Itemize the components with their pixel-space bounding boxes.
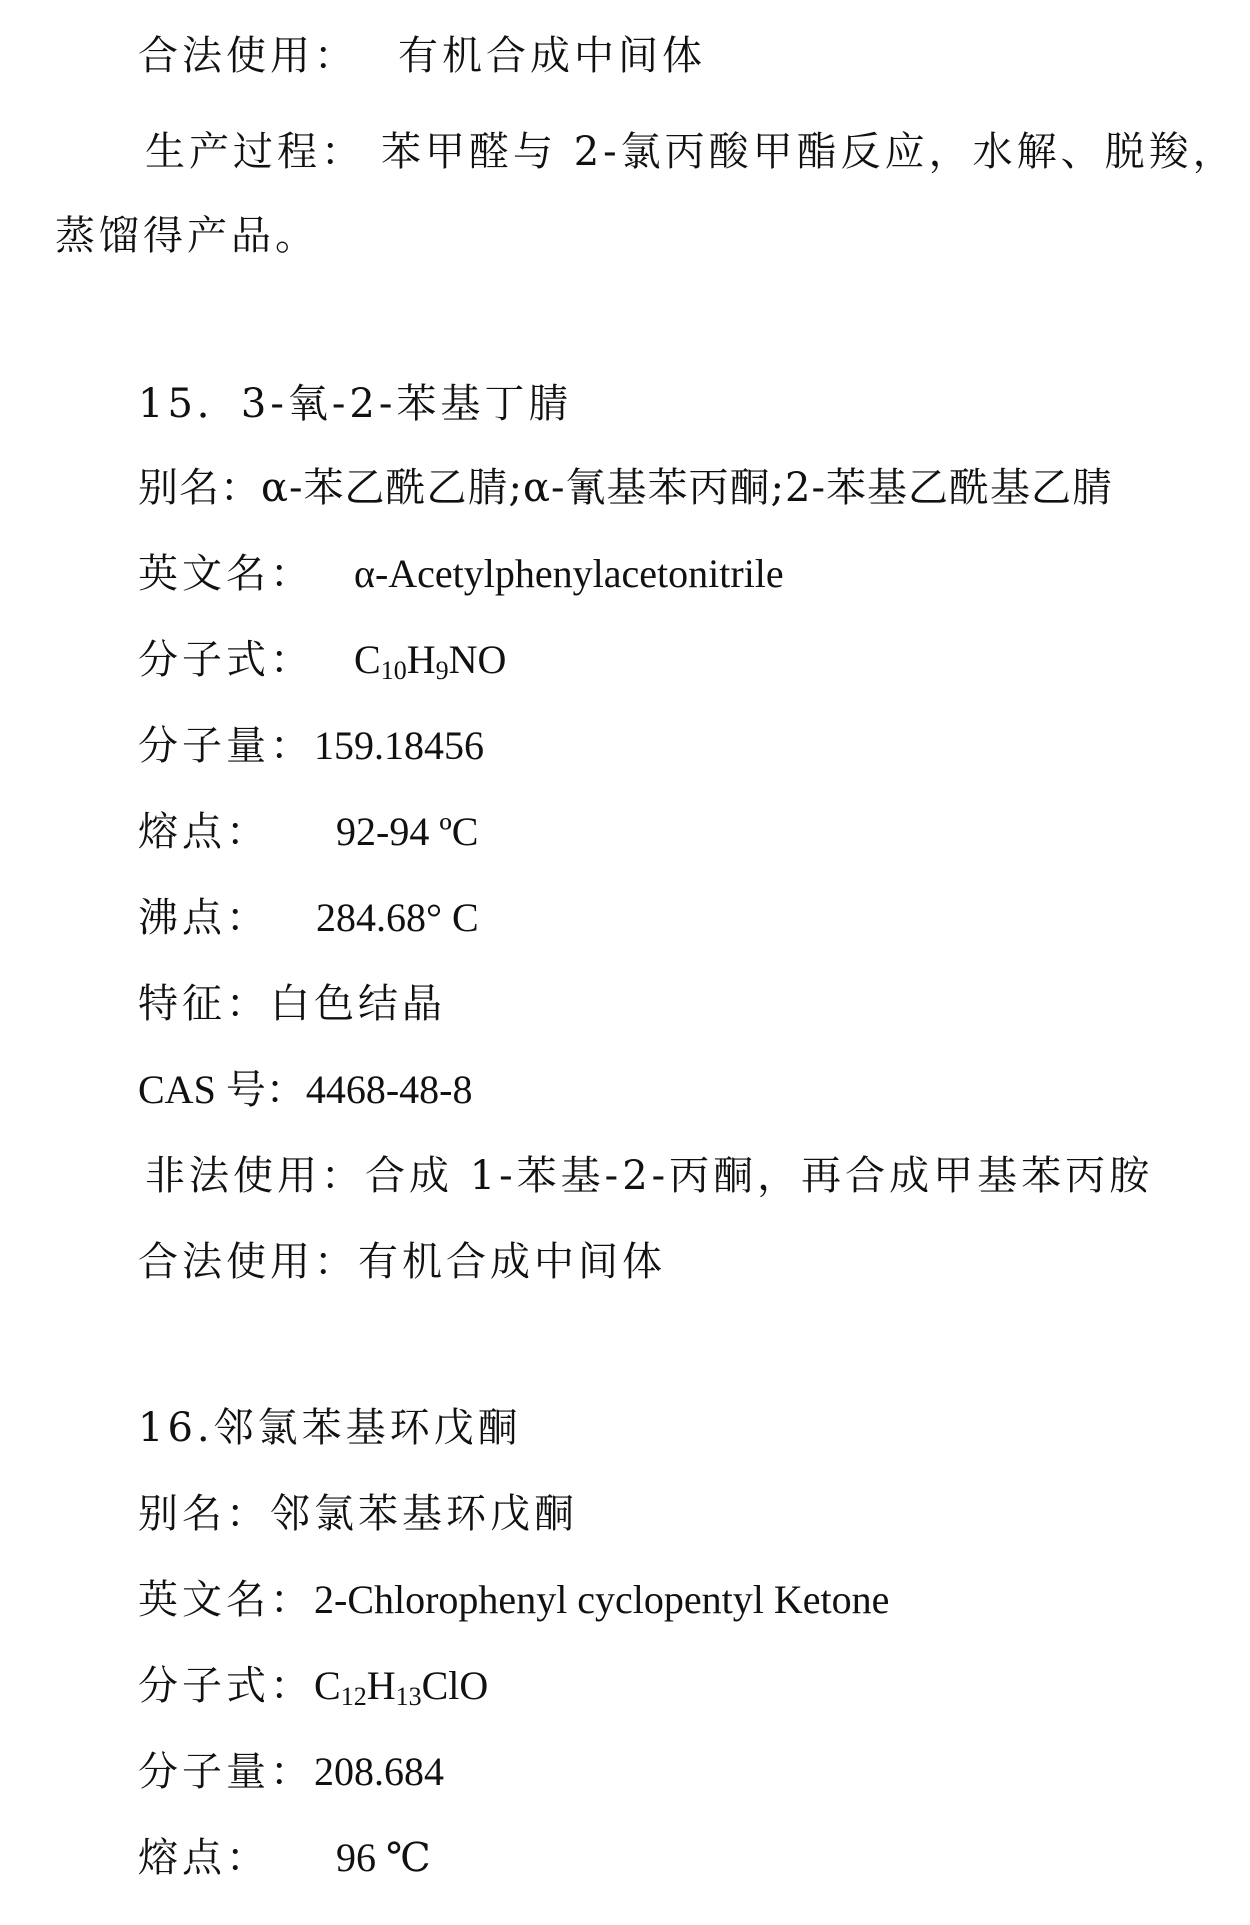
entry16-english-name-line	[138, 1576, 889, 1624]
field-label: 别名：	[138, 1491, 270, 1537]
entry16-melting-point-line	[138, 1834, 431, 1882]
prev-legal-use-line	[138, 32, 706, 80]
entry15-melting-point-line	[138, 808, 478, 856]
entry15-cas-line	[138, 1066, 472, 1114]
formula-subscript: 13	[395, 1682, 422, 1711]
formula-part: ClO	[421, 1663, 489, 1708]
entry15-feature-line	[138, 980, 446, 1028]
field-label: 别名：	[138, 465, 261, 511]
molecular-formula	[354, 636, 506, 684]
entry16-formula-line	[138, 1662, 488, 1710]
formula-subscript: 9	[435, 656, 449, 685]
field-label: 分子式：	[138, 637, 314, 683]
entry-heading: 15．3-氧-2-苯基丁腈	[138, 381, 573, 427]
entry15-boiling-point-line	[138, 894, 479, 942]
entry16-alias-line	[138, 1490, 578, 1538]
entry15-illegal-use-line	[145, 1152, 1153, 1200]
entry15-legal-use-line	[138, 1238, 666, 1286]
field-label: 熔点：	[138, 1835, 270, 1881]
field-value: 有机合成中间体	[358, 1239, 666, 1285]
entry16-mol-weight-line	[138, 1748, 444, 1796]
field-value: 苯甲醛与 2-氯丙酸甲酯反应，水解、脱羧，	[381, 129, 1237, 175]
formula-subscript: 12	[340, 1682, 367, 1711]
field-value: 159.18456	[314, 723, 484, 768]
formula-part: C	[314, 1663, 341, 1708]
field-value: 2-Chlorophenyl cyclopentyl Ketone	[314, 1577, 890, 1622]
formula-part: NO	[448, 637, 507, 682]
entry15-heading	[138, 380, 572, 428]
field-value: 有机合成中间体	[398, 33, 706, 79]
entry-heading: 16.邻氯苯基环戊酮	[138, 1405, 522, 1451]
field-label: 生产过程：	[145, 129, 365, 175]
field-label: CAS 号：	[138, 1067, 306, 1112]
field-value: α-Acetylphenylacetonitrile	[354, 551, 784, 596]
field-label: 分子式：	[138, 1663, 314, 1709]
prev-production-line	[145, 128, 1237, 176]
field-label: 特征：	[138, 981, 270, 1027]
formula-part: H	[366, 1663, 396, 1708]
field-value: 邻氯苯基环戊酮	[270, 1491, 578, 1537]
formula-part: H	[406, 637, 436, 682]
field-label: 熔点：	[138, 809, 270, 855]
entry15-english-name-line	[138, 550, 784, 598]
entry15-mol-weight-line	[138, 722, 484, 770]
field-label: 分子量：	[138, 723, 314, 769]
entry15-formula-line	[138, 636, 506, 684]
field-label: 沸点：	[138, 895, 270, 941]
prev-production-line-2	[55, 212, 319, 260]
field-value: 合成 1-苯基-2-丙酮，再合成甲基苯丙胺	[365, 1153, 1154, 1199]
molecular-formula	[314, 1662, 488, 1710]
field-label: 合法使用：	[138, 1239, 358, 1285]
field-value: 208.684	[314, 1749, 444, 1794]
formula-subscript: 10	[380, 656, 407, 685]
field-value: 92-94 ºC	[336, 809, 479, 854]
field-label: 英文名：	[138, 551, 314, 597]
field-label: 非法使用：	[145, 1153, 365, 1199]
field-value: 96 ℃	[336, 1835, 431, 1880]
entry16-heading	[138, 1404, 522, 1452]
field-label: 英文名：	[138, 1577, 314, 1623]
field-value: 4468-48-8	[305, 1067, 473, 1112]
field-value: 蒸馏得产品。	[55, 213, 319, 259]
field-value: 284.68° C	[316, 895, 479, 940]
entry15-alias-line	[138, 464, 1113, 512]
field-value: α-苯乙酰乙腈;α-氰基苯丙酮;2-苯基乙酰基乙腈	[261, 465, 1113, 511]
field-label: 分子量：	[138, 1749, 314, 1795]
field-value: 白色结晶	[270, 981, 446, 1027]
formula-part: C	[354, 637, 381, 682]
field-label: 合法使用：	[138, 33, 358, 79]
